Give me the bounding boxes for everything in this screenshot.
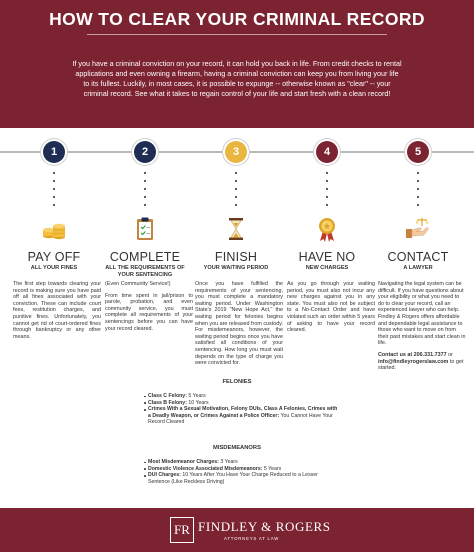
contact-prefix: Contact us: [378, 351, 406, 358]
step-heading: CONTACT: [387, 250, 449, 264]
paragraph: From time spent in jail/prison to parole, probation, and even community service, you must complete all requirements of your sentencings before you can have your record cleared.: [105, 292, 193, 332]
contact-or: or: [448, 351, 453, 358]
step-number: 5: [407, 141, 429, 163]
step-number: 2: [134, 141, 156, 163]
item-label: Domestic Violence Associated Misdemeanors:: [148, 465, 263, 472]
step-1: [8, 141, 100, 272]
step-2: [99, 141, 191, 279]
step-heading: PAY OFF: [27, 250, 81, 264]
item-value: 3 Years: [218, 459, 238, 465]
step-3-description: [195, 281, 283, 372]
list-item: [144, 406, 340, 426]
misdemeanors-heading: MISDEMEANORS: [213, 445, 261, 451]
step-number: 3: [225, 141, 247, 163]
contact-paragraph: [378, 352, 466, 372]
contact-phone[interactable]: at 206.331.7377: [407, 351, 447, 358]
item-label: DUI Charges:: [148, 472, 181, 479]
paragraph: As you go through your waiting period, you must also not incur any new charges against you in any state. You must also not be subject to a No-Contact Order and have violated such an order within 5 years of asking to have your record cleared.: [287, 281, 375, 334]
dotted-connector: [144, 169, 146, 209]
dotted-connector: [53, 169, 55, 209]
item-value: 10 Years After You Have Your Charge Reduced to a Lesser Sentence (Like Reckless Driving): [148, 472, 318, 485]
firm-tagline: ATTORNEYS AT LAW: [224, 536, 280, 541]
step-number: 1: [43, 141, 65, 163]
step-4-description: [287, 281, 375, 339]
step-5: [372, 141, 464, 272]
coins-icon: [40, 215, 68, 243]
step-1-description: [13, 281, 101, 345]
firm-logo: [170, 517, 194, 543]
item-label: Class B Felony:: [148, 399, 187, 406]
item-value: You Cannot Have Your Record Cleared: [148, 412, 333, 426]
step-5-description: [378, 281, 466, 377]
step-subheading: NEW CHARGES: [305, 265, 349, 271]
felonies-list: [144, 393, 340, 426]
paragraph: (Even Community Service!): [105, 281, 171, 287]
step-4: [281, 141, 373, 272]
felonies-heading: FELONIES: [222, 379, 252, 385]
hero-banner: [0, 0, 474, 128]
firm-name: FINDLEY & ROGERS: [198, 519, 331, 534]
step-number: 4: [316, 141, 338, 163]
medal-icon: [313, 215, 341, 243]
list-item: [144, 400, 340, 407]
dotted-connector: [235, 169, 237, 209]
step-subheading: ALL YOUR FINES: [30, 265, 78, 271]
step-heading: FINISH: [214, 250, 258, 264]
step-subheading: A LAWYER: [403, 265, 433, 271]
contact-email[interactable]: info@findleyrogerslaw.com: [378, 358, 449, 365]
hourglass-icon: [222, 215, 250, 243]
footer: [0, 508, 474, 552]
dotted-connector: [326, 169, 328, 209]
clipboard-icon: [131, 215, 159, 243]
step-heading: COMPLETE: [109, 250, 181, 264]
list-item: [144, 459, 340, 466]
item-value: 10 Years: [186, 399, 209, 406]
intro-text: If you have a criminal conviction on your record, it can hold you back in life. From credit checks to rental applications and even owning a firearm, having a criminal conviction can keep you from living your life to its fullest. Luckily, in most cases, it is possible to expunge -- otherwise known as "clear" -- your criminal record. See what it takes to regain control of your life and start fresh with a clean record!: [72, 59, 402, 98]
list-item: [144, 466, 340, 473]
logo-monogram: FR: [174, 522, 190, 537]
step-subheading: YOUR WAITING PERIOD: [203, 265, 269, 271]
item-label: Crimes With a Sexual Motivation, Felony DUIs, Class A Felonies, Crimes with a Deadly Weapon, or Crimes Against a Police Officer:: [148, 406, 338, 419]
title-divider: [87, 34, 387, 35]
step-2-description: [105, 281, 193, 337]
item-label: Most Misdemeanor Charges:: [148, 459, 219, 465]
page-title: HOW TO CLEAR YOUR CRIMINAL RECORD: [49, 9, 425, 29]
list-item: [144, 393, 340, 400]
lawyer-icon: [404, 215, 432, 243]
dotted-connector: [417, 169, 419, 209]
item-value: 5 Years: [186, 393, 206, 399]
item-value: 5 Years: [262, 465, 282, 472]
step-heading: HAVE NO: [298, 250, 356, 264]
misdemeanors-list: [144, 459, 340, 485]
paragraph: Once you have fulfilled the requirements of your sentencing, you must complete a mandatory waiting period. Under Washington State's 2019 "New Hope Act," the waiting period for felonies begins when you are released from custody. For misdemeanors, however, the waiting period begins once you have satisfied all conditions of your sentencing. How long you must wait depends on the type of charge you were convicted for.: [195, 281, 283, 367]
paragraph: Navigating the legal system can be difficult. If you have questions about your eligibility or what you need to do to clear your record, call an experienced lawyer who can help. Findley & Rogers offers affordable and dependable legal assistance to those who want to move on from their past mistakes and start clean in life.: [378, 281, 466, 347]
item-label: Class C Felony:: [148, 393, 187, 399]
paragraph: The first step towards clearing your record is making sure you have paid off all fines associated with your conviction. These can include court fees, restitution charges, and punitive fines. Unfortunately, you cannot get rid of court-ordered fines through bankruptcy or any other means.: [13, 281, 101, 340]
contact-suffix: to get started.: [378, 358, 464, 372]
step-3: [190, 141, 282, 272]
list-item: [144, 472, 340, 485]
step-subheading: ALL THE REQUIREMENTS OF YOUR SENTENCING: [105, 265, 185, 278]
